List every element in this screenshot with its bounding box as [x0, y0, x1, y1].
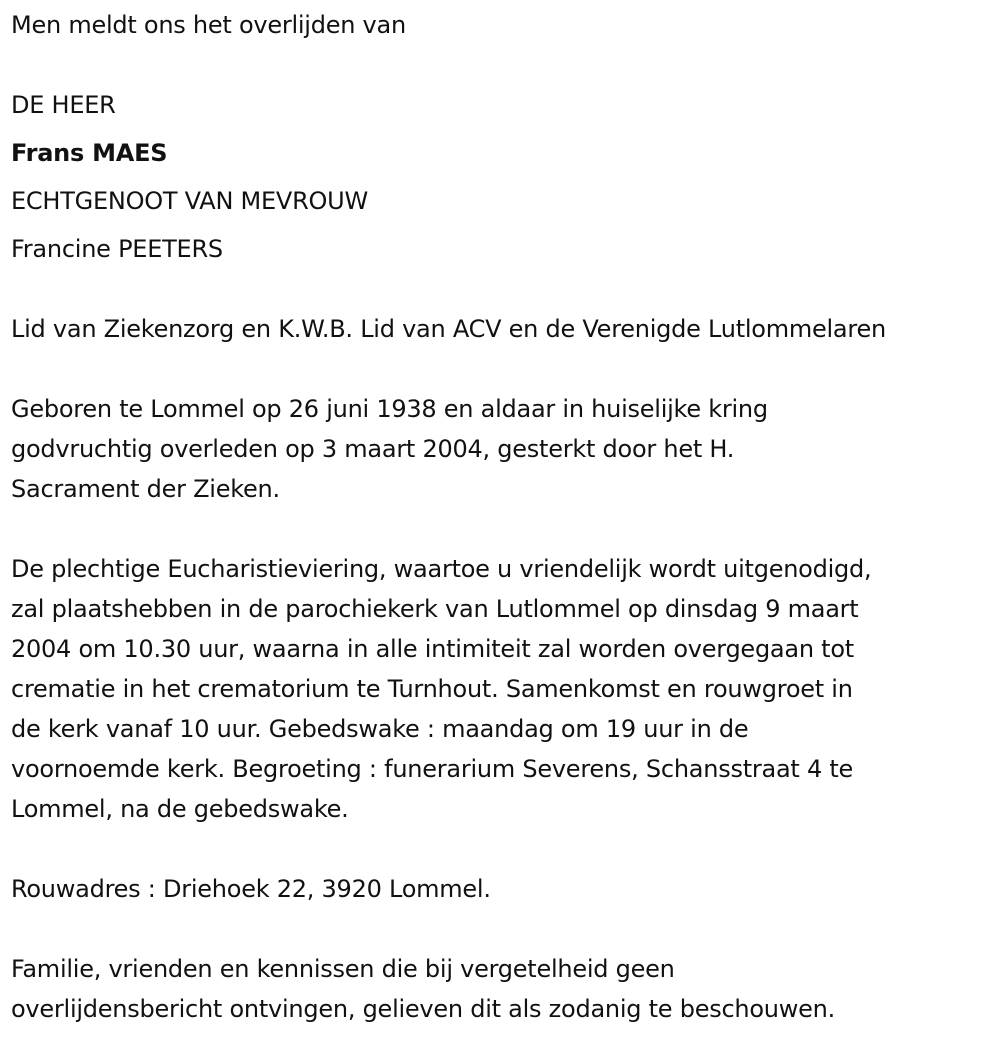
birth-death-line: Sacrament der Zieken.: [11, 475, 280, 503]
intro-line: Men meldt ons het overlijden van: [11, 11, 406, 39]
birth-death-line: Geboren te Lommel op 26 juni 1938 en aldaar in huiselijke kring: [11, 395, 768, 423]
closing-line: Familie, vrienden en kennissen die bij vergetelheid geen: [11, 955, 675, 983]
memberships-line: Lid van Ziekenzorg en K.W.B. Lid van ACV en de Verenigde Lutlommelaren: [11, 315, 886, 343]
relation-line: ECHTGENOOT VAN MEVROUW: [11, 187, 368, 215]
ceremony-paragraph: [11, 549, 996, 829]
birth-death-paragraph: [11, 389, 996, 509]
ceremony-line: crematie in het crematorium te Turnhout. Samenkomst en rouwgroet in: [11, 675, 853, 703]
ceremony-line: Lommel, na de gebedswake.: [11, 795, 349, 823]
ceremony-line: 2004 om 10.30 uur, waarna in alle intimiteit zal worden overgegaan tot: [11, 635, 854, 663]
birth-death-line: godvruchtig overleden op 3 maart 2004, gesterkt door het H.: [11, 435, 735, 463]
ceremony-line: zal plaatshebben in de parochiekerk van Lutlommel op dinsdag 9 maart: [11, 595, 859, 623]
ceremony-line: voornoemde kerk. Begroeting : funerarium Severens, Schansstraat 4 te: [11, 755, 854, 783]
closing-line: overlijdensbericht ontvingen, gelieven dit als zodanig te beschouwen.: [11, 995, 835, 1023]
closing-paragraph: [11, 949, 996, 1029]
ceremony-line: de kerk vanaf 10 uur. Gebedswake : maandag om 19 uur in de: [11, 715, 749, 743]
spouse-name: Francine PEETERS: [11, 235, 223, 263]
deceased-name: Frans MAES: [11, 139, 168, 167]
deceased-title: DE HEER: [11, 91, 116, 119]
ceremony-line: De plechtige Eucharistieviering, waartoe u vriendelijk wordt uitgenodigd,: [11, 555, 872, 583]
mourning-address: Rouwadres : Driehoek 22, 3920 Lommel.: [11, 875, 491, 903]
